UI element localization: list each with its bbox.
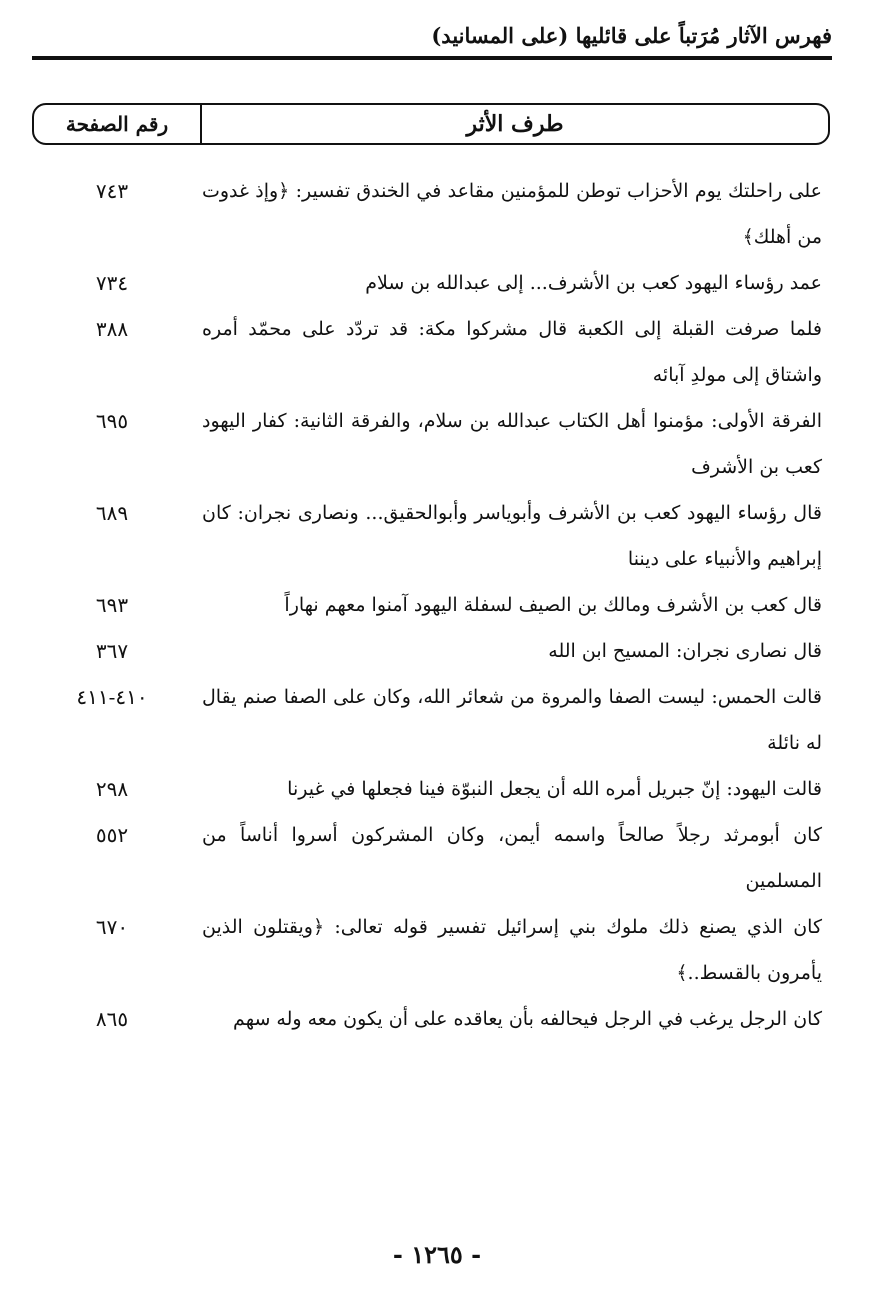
index-entry: [32, 628, 832, 674]
entry-text: قالت الحمس: ليست الصفا والمروة من شعائر الله، وكان على الصفا صنم يقال له نائلة: [202, 686, 822, 754]
header-rule: [32, 56, 832, 60]
entry-text: كان الرجل يرغب في الرجل فيحالفه بأن يعاقده على أن يكون معه وله سهم: [233, 1008, 822, 1030]
index-entry: [32, 904, 832, 996]
index-entry: [32, 582, 832, 628]
index-entry: [32, 306, 832, 398]
entry-page-number: ٥٥٢: [95, 823, 129, 847]
index-entries: [32, 168, 832, 1042]
index-entry: [32, 996, 832, 1042]
index-entry: [32, 398, 832, 490]
entry-text: قال رؤساء اليهود كعب بن الأشرف وأبوياسر وأبوالحقيق... ونصارى نجران: كان إبراهيم والأنبياء على ديننا: [202, 502, 822, 570]
entry-text: فلما صرفت القبلة إلى الكعبة قال مشركوا مكة: قد تردّد على محمّد أمره واشتاق إلى مولدِ آبائه: [202, 318, 822, 386]
entry-page-number: ٧٣٤: [95, 271, 129, 295]
entry-page-number: ٦٨٩: [95, 501, 129, 525]
page-column-header: رقم الصفحة: [65, 112, 169, 136]
entry-page-number: ٣٦٧: [95, 639, 129, 663]
index-table-header: [32, 103, 830, 145]
entry-page-number: ٦٩٥: [95, 409, 129, 433]
entry-page-number: ٣٨٨: [95, 317, 129, 341]
index-entry: [32, 490, 832, 582]
index-entry: [32, 260, 832, 306]
entry-text: قالت اليهود: إنّ جبريل أمره الله أن يجعل النبوّة فينا فجعلها في غيرنا: [287, 778, 822, 800]
entry-text: كان أبومرثد رجلاً صالحاً واسمه أيمن، وكان المشركون أسروا أناساً من المسلمين: [202, 824, 822, 892]
entry-text: الفرقة الأولى: مؤمنوا أهل الكتاب عبدالله بن سلام، والفرقة الثانية: كفار اليهود كعب بن الأشرف: [202, 410, 822, 478]
entry-text: عمد رؤساء اليهود كعب بن الأشرف... إلى عبدالله بن سلام: [365, 272, 822, 294]
entry-page-number: ٨٦٥: [95, 1007, 129, 1031]
page-number-footer: - ١٢٦٥ -: [392, 1240, 482, 1269]
entry-page-number: ٦٩٣: [95, 593, 129, 617]
entry-text: قال كعب بن الأشرف ومالك بن الصيف لسفلة اليهود آمنوا معهم نهاراً: [284, 594, 822, 616]
index-entry: [32, 812, 832, 904]
entry-page-number: ٤١٠-٤١١: [76, 685, 148, 709]
index-entry: [32, 766, 832, 812]
entry-page-number: ٧٤٣: [95, 179, 129, 203]
entry-page-number: ٢٩٨: [95, 777, 129, 801]
entry-text: كان الذي يصنع ذلك ملوك بني إسرائيل تفسير قوله تعالى: ﴿ويقتلون الذين يأمرون بالقسط..﴾: [202, 916, 822, 984]
entry-text: على راحلتك يوم الأحزاب توطن للمؤمنين مقاعد في الخندق تفسير: ﴿وإذ غدوت من أهلك﴾: [202, 180, 822, 248]
running-head: فهرس الآثار مُرَتباً على قائليها (على المسانيد): [431, 23, 832, 48]
index-entry: [32, 168, 832, 260]
entry-page-number: ٦٧٠: [95, 915, 129, 939]
title-column-header: طرف الأثر: [200, 105, 828, 143]
entry-text: قال نصارى نجران: المسيح ابن الله: [548, 640, 822, 662]
index-entry: [32, 674, 832, 766]
